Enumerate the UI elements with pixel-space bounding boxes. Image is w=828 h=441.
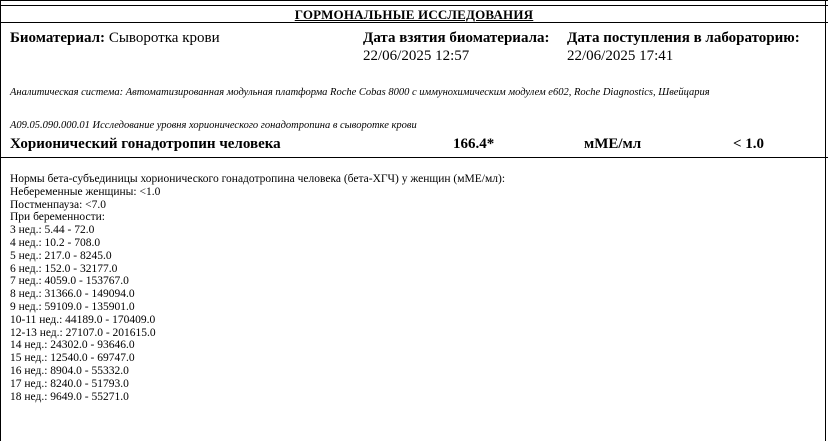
norm-line: 5 нед.: 217.0 - 8245.0 (10, 249, 112, 262)
biomaterial-value: Сыворотка крови (108, 30, 220, 46)
norm-line: Постменпауза: <7.0 (10, 198, 107, 211)
norm-line: 9 нед.: 59109.0 - 135901.0 (10, 300, 135, 313)
result-divider (0, 157, 828, 158)
title-divider (0, 22, 828, 23)
sample-received-info (567, 29, 800, 65)
section-title: ГОРМОНАЛЬНЫЕ ИССЛЕДОВАНИЯ (294, 7, 534, 22)
norm-line: 3 нед.: 5.44 - 72.0 (10, 224, 95, 237)
analyzer-note: Аналитическая система: Автоматизированная модульная платформа Roche Cobas 8000 с иммунохимическим модулем e602, Roche Diagnostics, Швейцария (10, 87, 710, 98)
norm-line: Небеременные женщины: <1.0 (10, 185, 161, 198)
norm-line: 7 нед.: 4059.0 - 153767.0 (10, 275, 129, 288)
norm-line: 16 нед.: 8904.0 - 55332.0 (10, 364, 129, 377)
sample-received-value: 22/06/2025 17:41 (567, 48, 674, 64)
norm-line: 12-13 нед.: 27107.0 - 201615.0 (10, 326, 156, 339)
reference-norms (10, 173, 810, 403)
result-name: Хорионический гонадотропин человека (10, 136, 281, 152)
norm-line: 15 нед.: 12540.0 - 69747.0 (10, 352, 135, 365)
result-reference: < 1.0 (733, 136, 765, 152)
norm-line: При беременности: (10, 211, 105, 224)
top-border-inner (0, 5, 828, 6)
test-code-line: A09.05.090.000.01 Исследование уровня хорионического гонадотропина в сыворотке крови (10, 120, 417, 131)
sample-taken-info (363, 29, 550, 65)
norm-line: Нормы бета-субъединицы хорионического гонадотропина человека (бета-ХГЧ) у женщин (мМЕ/мл): (10, 173, 506, 185)
biomaterial-label: Биоматериал: (10, 30, 106, 46)
norm-line: 14 нед.: 24302.0 - 93646.0 (10, 339, 135, 352)
sample-taken-label: Дата взятия биоматериала: (363, 30, 550, 46)
biomaterial-info (10, 29, 220, 47)
norm-line: 8 нед.: 31366.0 - 149094.0 (10, 288, 135, 301)
top-border (0, 0, 828, 1)
sample-received-label: Дата поступления в лабораторию: (567, 30, 800, 46)
result-row (10, 136, 822, 156)
sample-taken-value: 22/06/2025 12:57 (363, 48, 470, 64)
norm-line: 18 нед.: 9649.0 - 55271.0 (10, 390, 129, 403)
norm-line: 6 нед.: 152.0 - 32177.0 (10, 262, 118, 275)
norm-line: 17 нед.: 8240.0 - 51793.0 (10, 377, 129, 390)
norm-line: 10-11 нед.: 44189.0 - 170409.0 (10, 313, 156, 326)
result-value: 166.4* (453, 136, 495, 152)
result-unit: мМЕ/мл (584, 136, 642, 152)
sample-meta-row (10, 29, 822, 69)
norm-line: 4 нед.: 10.2 - 708.0 (10, 236, 101, 249)
